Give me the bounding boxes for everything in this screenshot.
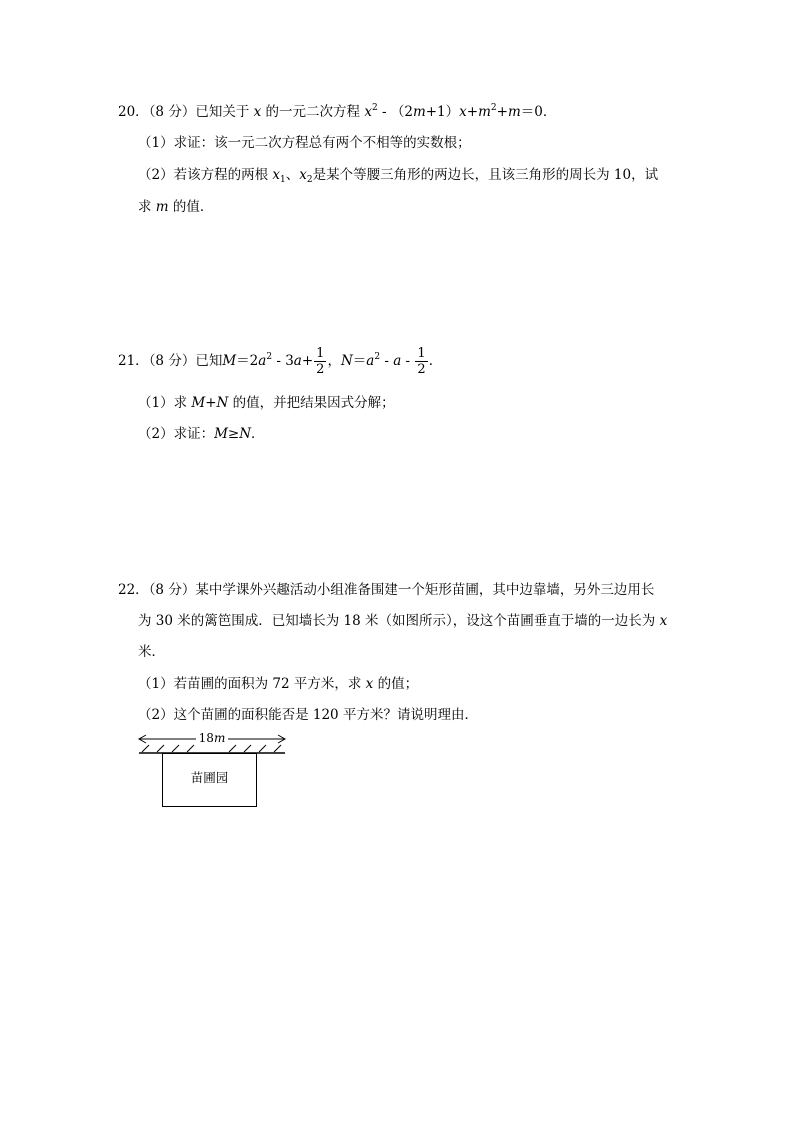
q20-part2-text: 、 [285,167,300,183]
exponent: 2 [374,352,381,362]
q20-part2-text: 的值． [168,199,214,215]
var-x: x [459,104,467,120]
var-a: a [366,353,375,369]
q22-text: 为 30 米的篱笆围成．已知墙长为 18 米（如图所示），设这个苗圃垂直于墙的一边长为 [138,613,660,629]
q22-text: 某中学课外兴趣活动小组准备围建一个矩形苗圃，其中边靠墙，另外三边用长 [195,582,655,598]
var-m: m [155,199,169,215]
equation-part: ＝ [352,353,367,369]
var-M: M [191,395,206,411]
equation-part: - [401,353,415,369]
nursery-rectangle [162,753,257,807]
var-a: a [258,353,267,369]
q22-number: 22． [118,582,149,598]
fraction-one-half [415,347,427,377]
nursery-label: 苗圃园 [190,770,229,785]
exponent: 2 [371,103,378,113]
q21-text: 已知 [195,353,223,369]
q22-stem-line3: 米． [138,644,165,660]
q20-text: 的一元二次方程 [261,104,365,120]
var-x: x [365,676,374,692]
q21-part1 [138,393,395,413]
q21-part1-text: （1）求 [138,395,192,411]
var-x: x [272,167,281,183]
subscript: 1 [280,175,286,185]
q20-part2-cont [138,197,213,217]
equation-part: ＝0． [520,104,557,120]
q20-part2-text: （2）若该方程的两根 [138,167,273,183]
equation-part: - 3 [272,353,294,369]
exponent: 2 [490,103,497,113]
q21-score: （8 分） [148,353,196,369]
q22-part1-text: 的值； [373,676,419,692]
var-N: N [216,395,229,411]
var-m: m [507,104,521,120]
q22-part1 [138,674,418,694]
var-x: x [659,613,668,629]
q20-part2-text: 求 [138,199,156,215]
var-m: m [478,104,491,120]
q21-part2-text: ≥ [227,426,240,442]
equation-part: ， [327,353,341,369]
var-x: x [364,104,372,120]
var-M: M [214,426,228,442]
fraction-numerator: 1 [417,345,426,361]
q20-stem [118,102,556,122]
q21-number: 21． [118,353,149,369]
q21-part1-text: 的值，并把结果因式分解； [228,395,395,411]
q20-part1: （1）求证：该一元二次方程总有两个不相等的实数根； [138,135,471,151]
var-M: M [222,353,237,369]
q21-part2-text: （2）求证： [138,426,215,442]
q21-part2-text: ． [251,426,265,442]
q20-number: 20． [118,104,149,120]
fraction-numerator: 1 [316,345,325,361]
var-N: N [239,426,252,442]
q21-stem [118,344,442,378]
exponent: 2 [266,352,273,362]
q22-stem [118,580,654,600]
var-m: m [412,104,426,120]
subscript: 2 [306,175,313,185]
q20-score: （8 分） [148,104,196,120]
q22-part2: （2）这个苗圃的面积能否是 120 平方米？请说明理由． [138,707,478,723]
equation-part: + [466,104,479,120]
q21-part2 [138,424,265,444]
var-a: a [293,353,302,369]
q20-text: 已知关于 [195,104,254,120]
q22-score: （8 分） [148,582,196,598]
equation-part: - [380,353,394,369]
q21-part1-text: + [205,395,217,411]
equation-part: + [301,353,314,369]
q22-stem-line2 [138,611,667,631]
var-x: x [253,104,262,120]
equation-part: + [496,104,508,120]
fraction-denominator: 2 [316,361,325,377]
var-N: N [340,353,353,369]
equation-part: +1） [425,104,460,120]
wall-hatching [142,745,281,752]
q20-part2-text: 是某个等腰三角形的两边长，且该三角形的周长为 10，试 [312,167,659,183]
wall-length-label: 18m [198,731,226,745]
q22-part1-text: （1）若苗圃的面积为 72 平方米，求 [138,676,366,692]
var-x: x [299,167,307,183]
q20-part2 [138,165,658,185]
nursery-figure [136,730,288,812]
var-a: a [393,353,402,369]
equation-part: ＝2 [236,353,259,369]
equation-part: - （2 [377,104,413,120]
fraction-one-half [314,347,326,377]
equation-part: ． [428,353,443,369]
fraction-denominator: 2 [417,361,426,377]
